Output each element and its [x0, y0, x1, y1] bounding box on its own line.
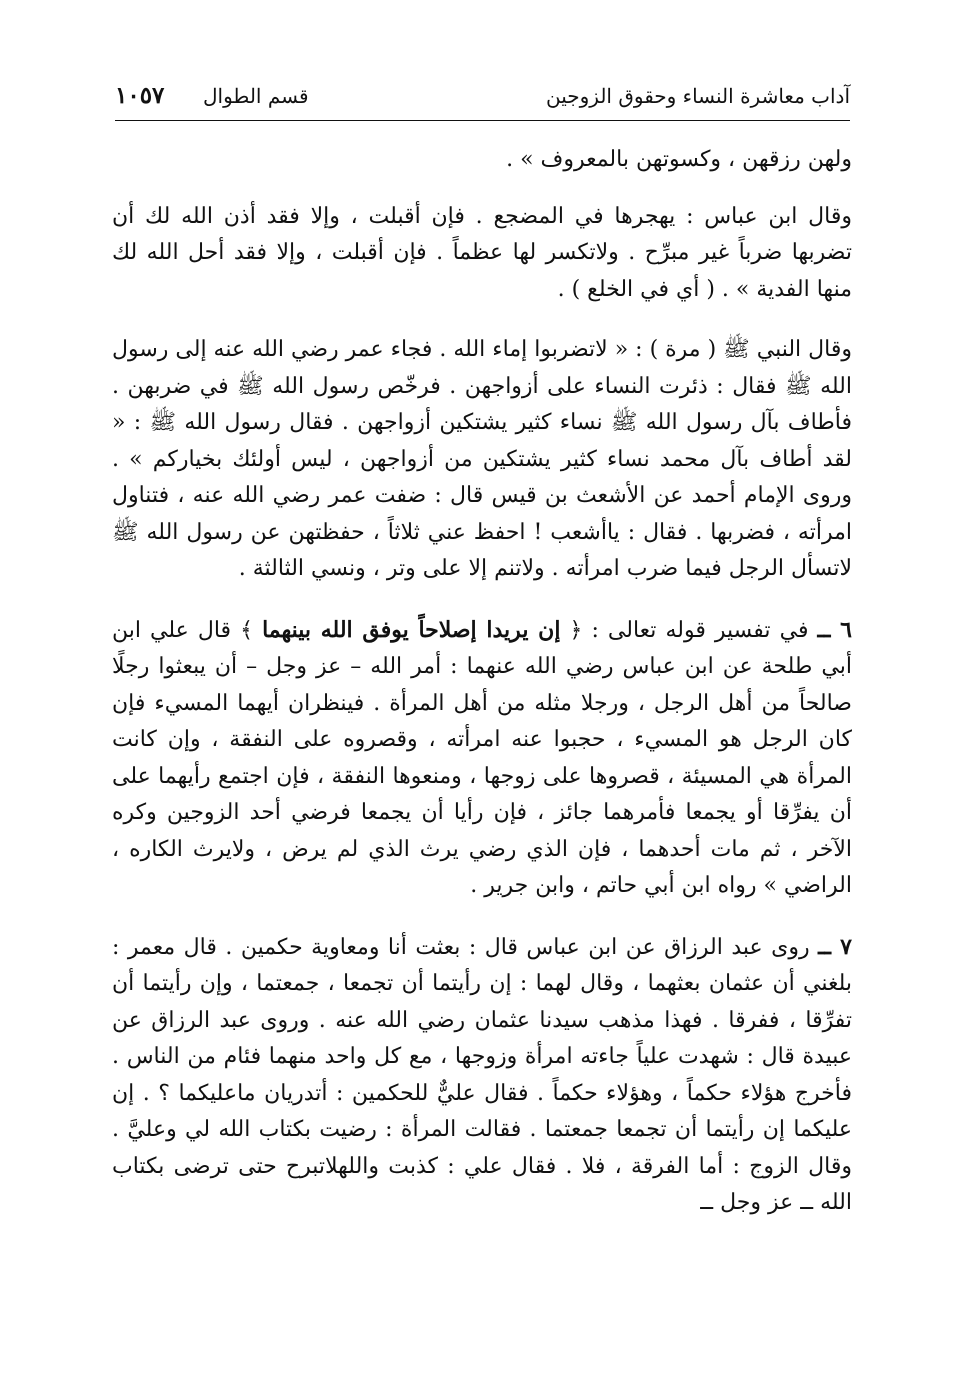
header-title: آداب معاشرة النساء وحقوق الزوجين [546, 84, 850, 108]
paragraph-prophet-saying: وقال النبي ﷺ ( مرة ) : « لاتضربوا إماء الله . فجاء عمر رضي الله عنه إلى رسول الله ﷺ فقال : ذئرت النساء على أزواجهن . فرخّص رسول الله ﷺ في ضربهن . فأطاف بآل رسول الله ﷺ نساء كثير يشتكين أزواجهن . فقال رسول الله ﷺ : « لقد أطاف بآل محمد نساء كثير يشتكين من أزواجهن ، ليس أولئك بخياركم » . وروى الإمام أحمد عن الأشعث بن قيس قال : ضفت عمر رضي الله عنه ، فتناول امرأته ، فضربها . فقال : ياأشعب ! احفظ عني ثلاثاً ، حفظتهن عن رسول الله ﷺ لاتسأل الرجل فيما ضرب امرأته . ولاتنم إلا على وتر ، ونسي الثالثة . [112, 337, 852, 581]
item-number: ٦ ــ [817, 616, 852, 643]
quranic-verse: إن يريدا إصلاحاً يوفق الله بينهما [262, 616, 561, 643]
paragraph-body: روى عبد الرزاق عن ابن عباس قال : بعثت أنا ومعاوية حكمين . قال معمر : بلغني أن عثمان بعثهما ، وقال لهما : إن رأيتما أن تجمعا ، جمعتما ، وإن رأيتما أن تفرِّقا ، ففرقا . فهذا مذهب سيدنا عثمان رضي الله عنه . وروى عبد الرزاق عن عبيدة قال : شهدت علياً جاءته امرأة وزوجها ، مع كل واحد منهما فئام من الناس . فأخرج هؤلاء حكماً ، وهؤلاء حكماً . فقال عليٌّ للحكمين : أتدريان ماعليكما ؟ . إن عليكما إن رأيتما أن تجمعا جمعتما . فقالت المرأة : رضيت بكتاب الله لي وعليَّ . وقال الزوج : أما الفرقة ، فلا . فقال علي : كذبت واللهلاتبرح حتى ترضى بكتاب الله ــ عز وجل ــ [112, 934, 852, 1215]
paragraph-ibn-abbas: وقال ابن عباس : يهجرها في المضجع . فإن أقبلت ، وإلا فقد أذن الله لك أن تضربها ضرباً غير مبرِّح . ولاتكسر لها عظماً . فإن أقبلت ، وإلا فقد أحل الله لك منها الفدية » . ( أي في الخلع ) . [112, 203, 852, 302]
paragraph-intro: في تفسير قوله تعالى : ﴿ [569, 617, 809, 643]
paragraph-item-7 [112, 929, 852, 1222]
item-number: ٧ ــ [818, 933, 852, 960]
paragraph-item-6 [112, 612, 852, 905]
header-section-name: قسم الطوال [203, 84, 309, 108]
paragraph-continuation: ولهن رزقهن ، وكسوتهن بالمعروف » . [506, 147, 852, 172]
body-text [112, 142, 852, 1222]
running-header [115, 82, 850, 121]
page-number: ١٠٥٧ [115, 82, 165, 109]
paragraph-body: ﴾ قال علي ابن أبي طلحة عن ابن عباس رضي الله عنهما : أمر الله – عز وجل – أن يبعثوا رجلًا صالحاً من أهل الرجل ، ورجلا مثله من أهل المرأة . فينظران أيهما المسيء فإن كان الرجل هو المسيء ، حجبوا عنه امرأته ، وقصروه على النفقة ، وإن كانت المرأة هي المسيئة ، قصروها على زوجها ، ومنعوها النفقة ، فإن اجتمع رأيهما على أن يفرِّقا أو يجمعا فأمرهما جائز ، فإن رأيا أن يجمعا فرضي أحد الزوجين وكره الآخر ، ثم مات أحدهما ، فإن الذي رضي يرث الذي لم يرض ، ولايرث الكاره ، الراضي » رواه ابن أبي حاتم ، وابن جرير . [112, 617, 852, 898]
